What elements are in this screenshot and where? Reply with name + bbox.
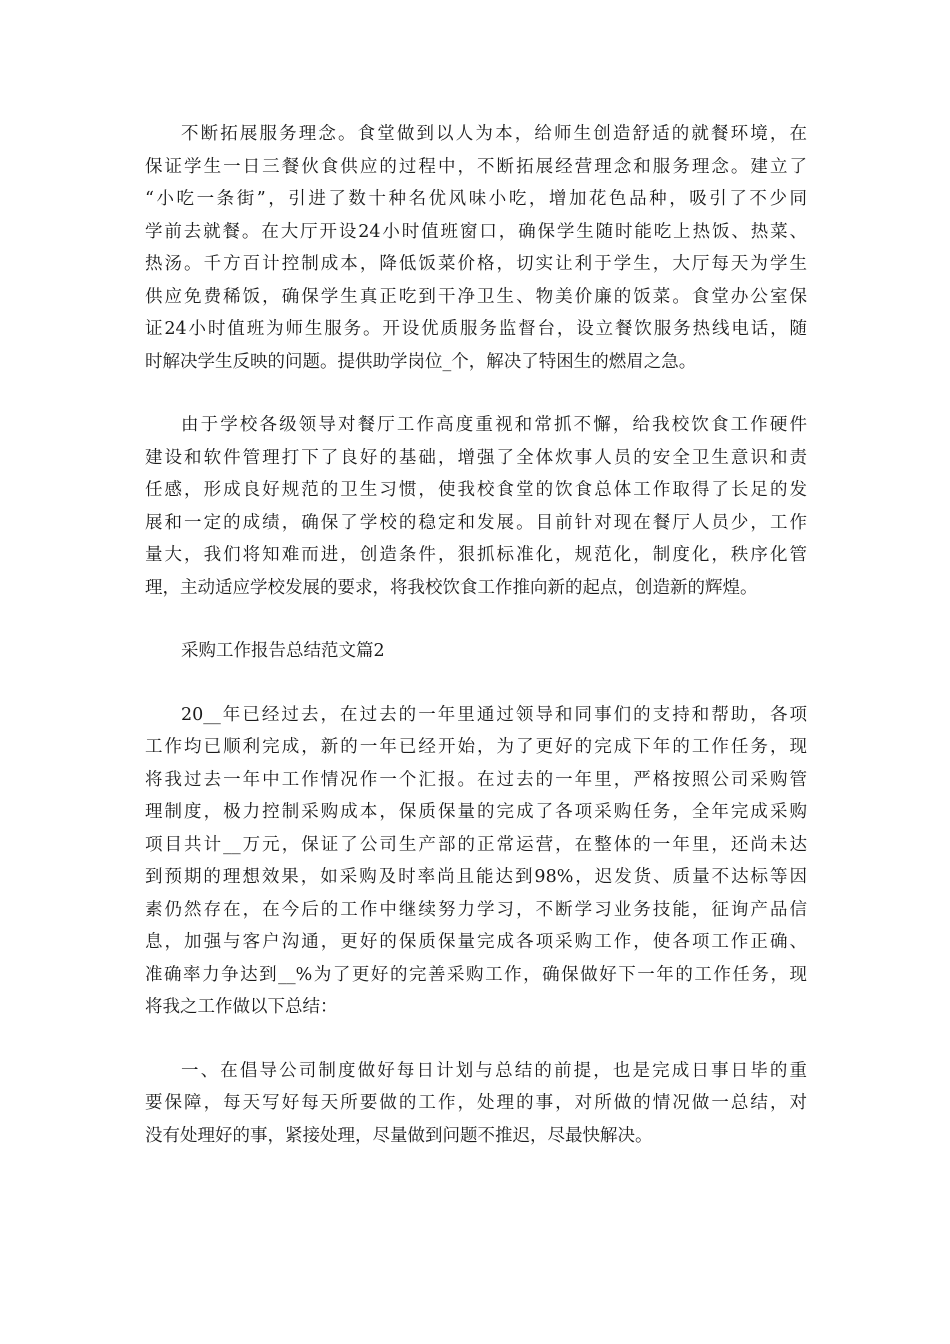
text-line: 20__年已经过去，在过去的一年里通过领导和同事们的支持和帮助，各项 [181,704,807,725]
text-line: 准确率力争达到__%为了更好的完善采购工作，确保做好下一年的工作任务，现 [145,964,807,985]
text-line: 理，主动适应学校发展的要求，将我校饮食工作推向新的起点，创造新的辉煌。 [145,577,758,598]
section-heading [145,635,807,668]
paragraph-leadership [145,409,807,604]
text-line: 素仍然存在，在今后的工作中继续努力学习，不断学习业务技能，征询产品信 [145,899,807,920]
text-line: 热汤。千方百计控制成本，降低饭菜价格，切实让利于学生，大厅每天为学生 [145,254,807,274]
text-line: 项目共计__万元，保证了公司生产部的正常运营，在整体的一年里，还尚未达 [145,834,807,855]
text-line: 保证学生一日三餐伙食供应的过程中，不断拓展经营理念和服务理念。建立了 [145,156,807,177]
text-line: 证24小时值班为师生服务。开设优质服务监督台，设立餐饮服务热线电话，随 [145,319,807,339]
text-line: 时解决学生反映的问题。提供助学岗位_个，解决了特困生的燃眉之急。 [145,351,697,372]
text-line: 息，加强与客户沟通，更好的保质保量完成各项采购工作，使各项工作正确、 [145,932,807,952]
text-line: 学前去就餐。在大厅开设24小时值班窗口，确保学生随时能吃上热饭、热菜、 [145,221,807,242]
text-line: 供应免费稀饭，确保学生真正吃到干净卫生、物美价廉的饭菜。食堂办公室保 [145,286,807,307]
text-line: 工作均已顺利完成，新的一年已经开始，为了更好的完成下年的工作任务，现 [145,737,807,757]
text-line: 量大，我们将知难而进，创造条件，狠抓标准化，规范化，制度化，秩序化管 [145,545,807,565]
text-line: 要保障，每天写好每天所要做的工作，处理的事，对所做的情况做一总结，对 [145,1093,807,1113]
text-line: 由于学校各级领导对餐厅工作高度重视和常抓不懈，给我校饮食工作硬件 [181,415,807,435]
document-body [145,118,807,1183]
text-line: 理制度，极力控制采购成本，保质保量的完成了各项采购任务，全年完成采购 [145,802,807,822]
text-line: 不断拓展服务理念。食堂做到以人为本，给师生创造舒适的就餐环境，在 [181,124,807,144]
text-line: “小吃一条街”，引进了数十种名优风味小吃，增加花色品种，吸引了不少同 [145,189,807,209]
text-line: 任感，形成良好规范的卫生习惯，使我校食堂的饮食总体工作取得了长足的发 [145,480,807,500]
text-line: 到预期的理想效果，如采购及时率尚且能达到98%，迟发货、质量不达标等因 [145,867,807,887]
text-line: 一、在倡导公司制度做好每日计划与总结的前提，也是完成日事日毕的重 [181,1060,807,1081]
text-line: 将我过去一年中工作情况作一个汇报。在过去的一年里，严格按照公司采购管 [145,769,807,790]
text-line: 没有处理好的事，紧接处理，尽量做到问题不推迟，尽最快解决。 [145,1125,653,1146]
text-line: 建设和软件管理打下了良好的基础，增强了全体炊事人员的安全卫生意识和责 [145,447,807,468]
text-line: 展和一定的成绩，确保了学校的稳定和发展。目前针对现在餐厅人员少，工作 [145,512,807,533]
text-line: 将我之工作做以下总结： [145,997,338,1017]
paragraph-point-one [145,1055,807,1153]
heading-text: 采购工作报告总结范文篇2 [181,641,385,661]
paragraph-canteen-service [145,118,807,378]
paragraph-annual-summary [145,699,807,1024]
